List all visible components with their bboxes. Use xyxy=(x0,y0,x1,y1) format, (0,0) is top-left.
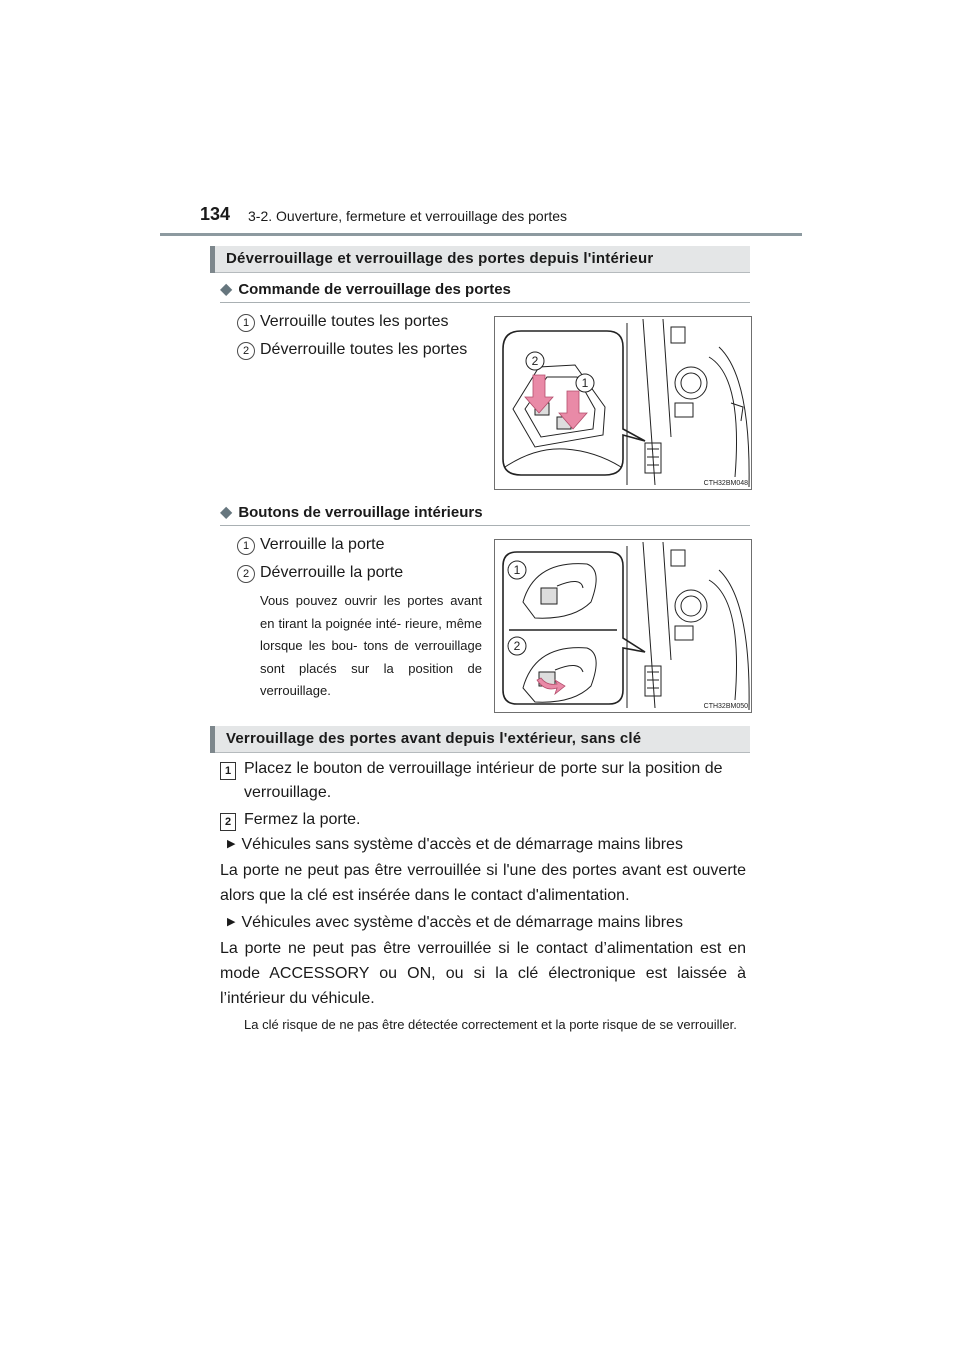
small-note: La clé risque de ne pas être détectée correctement et la porte risque de se verrouiller. xyxy=(244,1017,737,1032)
paragraph: La porte ne peut pas être verrouillée si le contact d’alimentation est en mode ACCESSORY ou ON, ou si la clé électronique est laissée à l’intérieur du véhicule. xyxy=(220,940,746,1007)
item-number: 2 xyxy=(237,565,255,583)
figure-inside-lock-buttons xyxy=(494,539,752,713)
header-divider xyxy=(160,233,802,236)
bullet-text: Véhicules sans système d'accès et de démarrage mains libres xyxy=(241,836,683,853)
subheading-inside-lock-buttons xyxy=(220,502,483,522)
subheading-divider xyxy=(220,302,750,303)
subheading-text: Commande de verrouillage des portes xyxy=(238,281,511,298)
figure-callout: 2 xyxy=(531,354,539,368)
subheading-door-lock-switch xyxy=(220,279,511,299)
section-title: Verrouillage des portes avant depuis l'extérieur, sans clé xyxy=(226,730,642,747)
step-text: Fermez la porte. xyxy=(244,811,361,828)
subheading-divider xyxy=(220,525,750,526)
step-text-continued: verrouillage. xyxy=(244,784,332,801)
item-text: Verrouille toutes les portes xyxy=(260,313,449,330)
page-number: 134 xyxy=(200,204,231,224)
item-text: Déverrouille toutes les portes xyxy=(260,341,468,358)
diamond-icon: ◆ xyxy=(220,504,233,521)
figure-callout: 1 xyxy=(513,563,521,577)
paragraph: La porte ne peut pas être verrouillée si l'une des portes avant est ouverte alors que la clé est insérée dans le contact d'alimentation. xyxy=(220,862,746,904)
figure-code: CTH32BM048 xyxy=(703,480,748,487)
inside-lock-button-illustration xyxy=(495,540,751,712)
section-heading-exterior-keyless xyxy=(210,726,750,753)
triangle-bullet-icon: ▶ xyxy=(227,916,236,928)
section-heading-interior xyxy=(210,246,750,273)
item-number: 2 xyxy=(237,342,255,360)
diamond-icon: ◆ xyxy=(220,281,233,298)
triangle-bullet-icon: ▶ xyxy=(227,838,236,850)
item-text: Verrouille la porte xyxy=(260,536,385,553)
bullet-without-smart-key xyxy=(227,836,683,854)
section-title: Déverrouillage et verrouillage des portes depuis l'intérieur xyxy=(226,250,654,267)
subheading-text: Boutons de verrouillage intérieurs xyxy=(238,504,483,521)
figure-callout: 2 xyxy=(513,639,521,653)
item-number: 1 xyxy=(237,314,255,332)
bullet-text: Véhicules avec système d'accès et de démarrage mains libres xyxy=(241,914,683,931)
note-text: Vous pouvez ouvrir les portes avant en tirant la poignée inté- rieure, même lorsque les bou- tons de verrouillage sont placés sur la position de verrouillage. xyxy=(260,593,482,698)
item-text: Déverrouille la porte xyxy=(260,564,404,581)
chapter-title: 3-2. Ouverture, fermeture et verrouillage des portes xyxy=(248,208,568,224)
item-number: 1 xyxy=(237,537,255,555)
figure-code: CTH32BM050 xyxy=(703,703,748,710)
bullet-with-smart-key xyxy=(227,914,683,932)
figure-callout: 1 xyxy=(581,376,589,390)
figure-door-lock-switch xyxy=(494,316,752,490)
step-number: 1 xyxy=(220,762,236,780)
step-text: Placez le bouton de verrouillage intérieur de porte sur la position de xyxy=(244,760,723,777)
step-number: 2 xyxy=(220,813,236,831)
door-lock-switch-illustration xyxy=(495,317,751,489)
